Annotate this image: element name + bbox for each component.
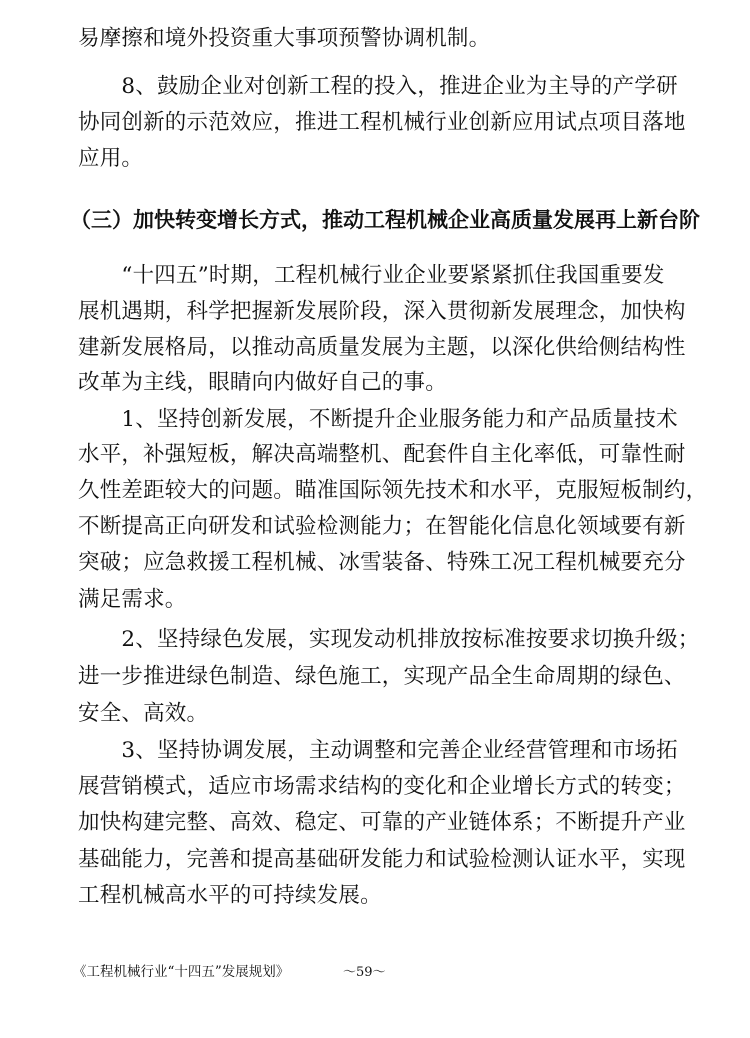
text-line-13: 不断提高正向研发和试验检测能力；在智能化信息化领域要有新 bbox=[78, 514, 686, 539]
text-line-14: 突破；应急救援工程机械、冰雪装备、特殊工况工程机械要充分 bbox=[78, 550, 686, 575]
text-line-1: 易摩擦和境外投资重大事项预警协调机制。 bbox=[78, 26, 491, 51]
text-line-19: 3、坚持协调发展，主动调整和完善企业经营管理和市场拓 bbox=[78, 738, 678, 763]
text-line-10: 1、坚持创新发展，不断提升企业服务能力和产品质量技术 bbox=[78, 407, 678, 432]
text-line-18: 安全、高效。 bbox=[78, 701, 209, 726]
text-line-21: 加快构建完整、高效、稳定、可靠的产业链体系；不断提升产业 bbox=[78, 810, 686, 835]
text-line-7: 展机遇期，科学把握新发展阶段，深入贯彻新发展理念，加快构 bbox=[78, 299, 686, 324]
text-line-15: 满足需求。 bbox=[78, 587, 187, 612]
text-line-11: 水平，补强短板，解决高端整机、配套件自主化率低，可靠性耐 bbox=[78, 442, 686, 467]
text-line-16: 2、坚持绿色发展，实现发动机排放按标准按要求切换升级； bbox=[78, 627, 700, 652]
text-line-22: 基础能力，完善和提高基础研发能力和试验检测认证水平，实现 bbox=[78, 847, 686, 872]
footer-document-title: 《工程机械行业“十四五”发展规划》 bbox=[73, 964, 290, 980]
page-number: ～59～ bbox=[343, 965, 386, 980]
text-line-8: 建新发展格局，以推动高质量发展为主题，以深化供给侧结构性 bbox=[78, 335, 686, 360]
text-line-3: 协同创新的示范效应，推进工程机械行业创新应用试点项目落地 bbox=[78, 110, 686, 135]
text-line-2: 8、鼓励企业对创新工程的投入，推进企业为主导的产学研 bbox=[78, 74, 678, 99]
text-line-20: 展营销模式，适应市场需求结构的变化和企业增长方式的转变； bbox=[78, 774, 686, 799]
text-line-17: 进一步推进绿色制造、绿色施工，实现产品全生命周期的绿色、 bbox=[78, 664, 686, 689]
section-heading: （三）加快转变增长方式，推动工程机械企业高质量发展再上新台阶 bbox=[70, 207, 700, 232]
text-line-12: 久性差距较大的问题。瞄准国际领先技术和水平，克服短板制约， bbox=[78, 478, 708, 503]
text-line-23: 工程机械高水平的可持续发展。 bbox=[78, 883, 382, 908]
text-line-9: 改革为主线，眼睛向内做好自己的事。 bbox=[78, 370, 447, 395]
text-line-4: 应用。 bbox=[78, 146, 144, 171]
text-line-6: “十四五”时期，工程机械行业企业要紧紧抓住我国重要发 bbox=[78, 263, 665, 288]
